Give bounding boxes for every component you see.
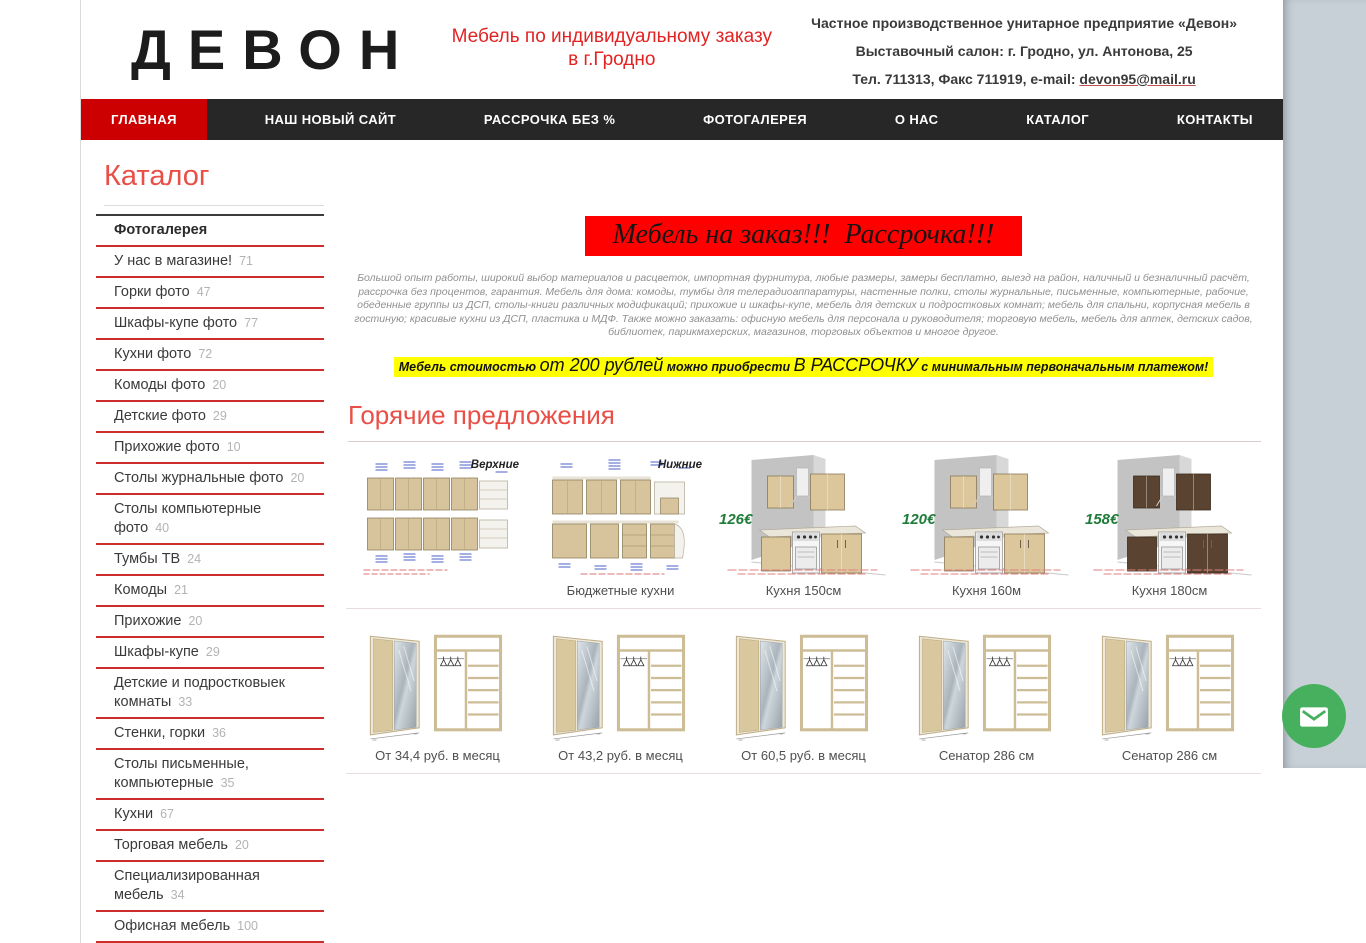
sidebar-item-label: Комоды фото — [114, 377, 205, 393]
nav-item-home[interactable]: ГЛАВНАЯ — [81, 99, 207, 140]
viewport-right-gutter — [1282, 0, 1366, 768]
main-content — [346, 140, 1283, 784]
sidebar-item-count: 24 — [187, 552, 201, 566]
product-image — [712, 619, 895, 743]
sidebar-item-label: Прихожие — [114, 613, 181, 629]
sidebar-item-detskie-komnaty[interactable] — [96, 669, 324, 719]
sidebar-item-label: Фотогалерея — [114, 222, 207, 238]
email-link[interactable]: devon95@mail.ru — [1079, 71, 1195, 87]
sidebar-item-label: Специализированная мебель — [114, 868, 260, 903]
sidebar-item-count: 77 — [244, 316, 258, 330]
product-card-wardrobe-1[interactable] — [346, 619, 529, 774]
sidebar-item-tumby-tv[interactable] — [96, 545, 324, 576]
sidebar-item-label: Тумбы ТВ — [114, 551, 180, 567]
product-card-kitchen-150[interactable] — [712, 454, 895, 609]
highlight-installment: В РАССРОЧКУ — [794, 355, 918, 375]
site-logo: ДЕВОН — [131, 0, 416, 99]
sidebar-item-label: Кухни — [114, 806, 153, 822]
price-label: 158€ — [1085, 511, 1118, 528]
sidebar-item-count: 72 — [198, 347, 212, 361]
sidebar-item-count: 20 — [235, 838, 249, 852]
highlight-text: с минимальным первоначальным платежом! — [918, 360, 1208, 374]
sidebar-item-gorki-foto[interactable] — [96, 278, 324, 309]
sidebar-item-label: Детские и подростковыек комнаты — [114, 675, 285, 710]
sidebar-item-count: 35 — [221, 776, 235, 790]
showroom-address: Выставочный салон: г. Гродно, ул. Антонова, 25 — [811, 37, 1237, 65]
nav-item-new-site[interactable]: НАШ НОВЫЙ САЙТ — [235, 99, 426, 140]
sidebar-item-stoly-zhurnalnye-foto[interactable] — [96, 464, 324, 495]
sidebar-item-stoly-pismennye[interactable] — [96, 750, 324, 800]
catalog-title-rule — [104, 205, 324, 206]
product-caption: Кухня 150см — [712, 578, 895, 608]
product-card-wardrobe-3[interactable] — [712, 619, 895, 774]
sidebar-item-komody-foto[interactable] — [96, 371, 324, 402]
envelope-icon — [1299, 704, 1329, 729]
company-info — [811, 9, 1283, 93]
product-card-kitchen-160[interactable] — [895, 454, 1078, 609]
nav-item-contacts[interactable]: КОНТАКТЫ — [1147, 99, 1283, 140]
company-name: Частное производственное унитарное предприятие «Девон» — [811, 9, 1237, 37]
sidebar-item-count: 34 — [171, 888, 185, 902]
sidebar-item-specializirovannaya-mebel[interactable] — [96, 862, 324, 912]
sidebar-item-count: 67 — [160, 807, 174, 821]
sidebar-item-count: 71 — [239, 254, 253, 268]
sidebar-item-kuhni[interactable] — [96, 800, 324, 831]
product-card-budget-kitchens[interactable] — [529, 454, 712, 609]
sidebar-item-count: 36 — [212, 726, 226, 740]
price-label: 126€ — [719, 511, 752, 528]
product-caption: Сенатор 286 см — [1078, 743, 1261, 773]
sidebar-item-label: Офисная мебель — [114, 918, 230, 934]
sidebar-item-stoly-kompyuternye-foto[interactable] — [96, 495, 324, 545]
sidebar-item-label: Шкафы-купе — [114, 644, 199, 660]
product-caption: От 43,2 руб. в месяц — [529, 743, 712, 773]
product-card-senator-1[interactable] — [895, 619, 1078, 774]
sidebar-item-label: Торговая мебель — [114, 837, 228, 853]
product-image — [529, 619, 712, 743]
sidebar-item-count: 29 — [206, 645, 220, 659]
product-caption: Кухня 180см — [1078, 578, 1261, 608]
highlight-text: Мебель стоимостью — [399, 360, 540, 374]
installment-highlight-row — [346, 355, 1261, 376]
tier-label: Нижние — [658, 459, 702, 471]
nav-item-about[interactable]: О НАС — [865, 99, 969, 140]
sidebar-item-prihozhie-foto[interactable] — [96, 433, 324, 464]
nav-item-catalog[interactable]: КАТАЛОГ — [996, 99, 1119, 140]
product-card-senator-2[interactable] — [1078, 619, 1261, 774]
price-label: 120€ — [902, 511, 935, 528]
main-nav — [81, 99, 1283, 140]
sidebar-item-label: Столы журнальные фото — [114, 470, 283, 486]
sidebar-item-label: Столы письменные, компьютерные — [114, 756, 249, 791]
sidebar-item-count: 40 — [155, 521, 169, 535]
sidebar-item-fotogalereya[interactable] — [96, 216, 324, 247]
product-image — [895, 454, 1078, 578]
product-caption: Кухня 160м — [895, 578, 1078, 608]
product-card-upper-cabinets[interactable] — [346, 454, 529, 609]
order-banner: Мебель на заказ!!! Рассрочка!!! — [585, 216, 1023, 256]
sidebar-item-shkafy-kupe-foto[interactable] — [96, 309, 324, 340]
sidebar-item-kuhni-foto[interactable] — [96, 340, 324, 371]
sidebar — [81, 140, 346, 943]
sidebar-item-label: Кухни фото — [114, 346, 191, 362]
nav-item-gallery[interactable]: ФОТОГАЛЕРЕЯ — [673, 99, 837, 140]
header — [81, 0, 1283, 99]
product-card-kitchen-180[interactable] — [1078, 454, 1261, 609]
product-caption: От 60,5 руб. в месяц — [712, 743, 895, 773]
sidebar-item-ofisnaya-mebel[interactable] — [96, 912, 324, 943]
product-caption: Бюджетные кухни — [529, 578, 712, 608]
product-grid — [346, 454, 1261, 784]
intro-text: Большой опыт работы, широкий выбор материалов и расцветок, импортная фурнитура, любые размеры, замеры бесплатно, выезд на район, наличный и безналичный расчёт, рассрочка без процентов, гарантия. Мебель для дома: комоды, тумбы для телерадиоаппаратуры, настенные полки, столы журнальные, письменные, компьютерные, рабочие, обеденные группы из ДСП, столы-книги различных модификаций; прихожие и шкафы-купе, мебель для детских и подростковых комнат; мебель для спальни, корпусная мебель в гостиную; красивые кухни из ДСП, пластика и МДФ. Также можно заказать: офисную мебель для персонала и руководителя; торговую мебель, мебель для аптек, детских садов, библиотек, парикмахерских, магазинов, торговых объектов и многое другое. — [350, 272, 1257, 340]
sidebar-item-prihozhie[interactable] — [96, 607, 324, 638]
sidebar-item-count: 47 — [197, 285, 211, 299]
sidebar-item-label: Стенки, горки — [114, 725, 205, 741]
sidebar-item-komody[interactable] — [96, 576, 324, 607]
sidebar-item-label: Детские фото — [114, 408, 206, 424]
sidebar-item-label: У нас в магазине! — [114, 253, 232, 269]
sidebar-item-label: Шкафы-купе фото — [114, 315, 237, 331]
sidebar-item-stenki-gorki[interactable] — [96, 719, 324, 750]
contacts-text: Тел. 711313, Факс 711919, e-mail: — [852, 71, 1079, 87]
chat-button[interactable] — [1282, 684, 1346, 748]
hot-offers-title: Горячие предложения — [348, 400, 1261, 442]
sidebar-item-label: Столы компьютерные фото — [114, 501, 261, 536]
site-container — [80, 0, 1283, 943]
sidebar-item-count: 20 — [188, 614, 202, 628]
site-tagline: Мебель по индивидуальному заказу в г.Гродно — [444, 25, 779, 71]
product-image — [712, 454, 895, 578]
sidebar-item-shkafy-kupe[interactable] — [96, 638, 324, 669]
product-image — [1078, 619, 1261, 743]
tier-label: Верхние — [471, 459, 519, 471]
product-image — [346, 619, 529, 743]
product-image — [895, 619, 1078, 743]
highlight-price: от 200 рублей — [540, 355, 664, 375]
sidebar-item-count: 21 — [174, 583, 188, 597]
sidebar-item-label: Прихожие фото — [114, 439, 220, 455]
nav-item-installment[interactable]: РАССРОЧКА БЕЗ % — [454, 99, 645, 140]
contacts-line — [811, 65, 1237, 93]
catalog-menu — [96, 214, 324, 943]
sidebar-item-label: Комоды — [114, 582, 167, 598]
installment-highlight — [394, 357, 1214, 377]
sidebar-item-label: Горки фото — [114, 284, 190, 300]
product-card-wardrobe-2[interactable] — [529, 619, 712, 774]
sidebar-item-count: 10 — [227, 440, 241, 454]
catalog-title: Каталог — [104, 160, 324, 193]
sidebar-item-torgovaya-mebel[interactable] — [96, 831, 324, 862]
product-caption — [346, 578, 529, 608]
product-caption: Сенатор 286 см — [895, 743, 1078, 773]
highlight-text: можно приобрести — [663, 360, 793, 374]
sidebar-item-u-nas-v-magazine[interactable] — [96, 247, 324, 278]
product-image — [346, 454, 529, 578]
sidebar-item-count: 33 — [178, 695, 192, 709]
product-image — [529, 454, 712, 578]
sidebar-item-count: 100 — [237, 919, 258, 933]
sidebar-item-count: 20 — [290, 471, 304, 485]
sidebar-item-count: 20 — [212, 378, 226, 392]
sidebar-item-count: 29 — [213, 409, 227, 423]
product-image — [1078, 454, 1261, 578]
product-caption: От 34,4 руб. в месяц — [346, 743, 529, 773]
sidebar-item-detskie-foto[interactable] — [96, 402, 324, 433]
